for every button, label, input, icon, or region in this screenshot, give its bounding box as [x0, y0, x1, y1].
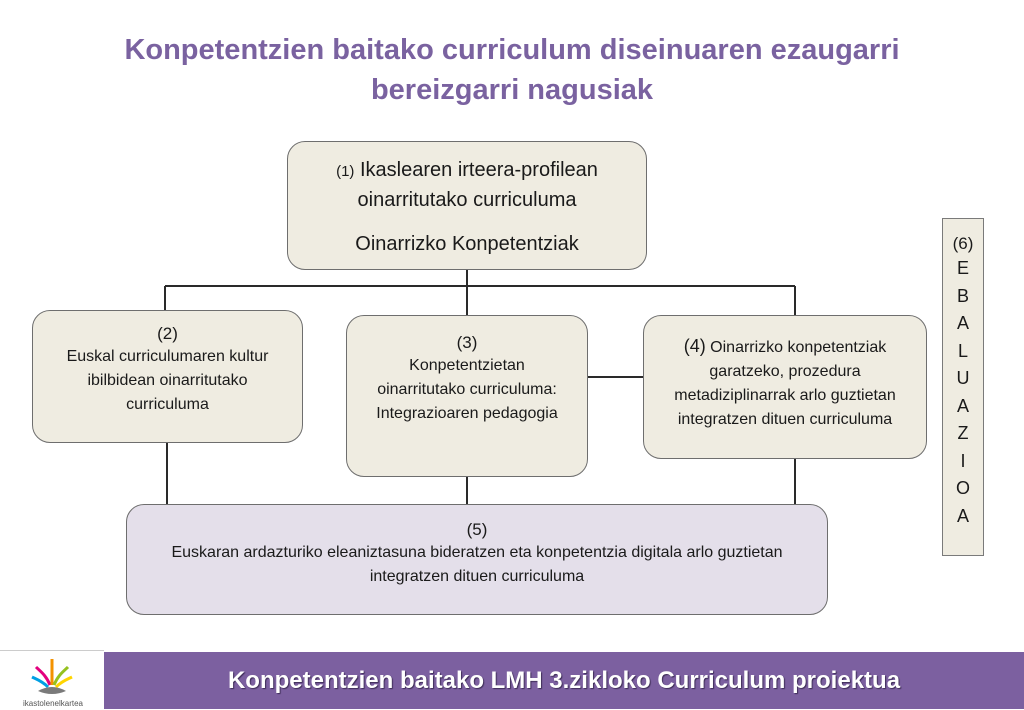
box5-number: (5) — [466, 520, 488, 539]
evaluation-letter: Z — [957, 423, 969, 443]
evaluation-letter: A — [956, 395, 969, 416]
box1-line-1: Ikaslearen irteera-profilean — [360, 159, 598, 181]
box2-line-1: Euskal curriculumaren kultur — [66, 348, 269, 365]
evaluation-letter: A — [956, 313, 969, 333]
evaluation-letters — [943, 255, 983, 530]
box3-line-3: Integrazioaren pedagogia — [376, 405, 558, 422]
footer-bar — [104, 652, 1024, 709]
footer-title: Konpetentzien baitako LMH 3.zikloko Curriculum proiektua — [227, 666, 901, 694]
box3-line-2: oinarritutako curriculuma: — [377, 381, 557, 398]
evaluation-number: (6) — [952, 234, 974, 253]
evaluation-column — [942, 218, 984, 556]
box1-line-2: oinarritutako curriculuma — [357, 189, 577, 211]
evaluation-letter: B — [956, 285, 969, 306]
box2-line-2: ibilbidean oinarritutako — [87, 372, 248, 389]
box3-line-1: Konpetentzietan — [409, 357, 525, 374]
box-cultural-curriculum — [32, 310, 303, 443]
box4-line-4: integratzen dituen curriculuma — [677, 411, 893, 428]
box1-line-3: Oinarrizko Konpetentziak — [355, 233, 579, 255]
box4-line-3: metadiziplinarrak arlo guztietan — [674, 387, 896, 404]
box4-number: (4) — [683, 336, 706, 356]
evaluation-letter: I — [960, 450, 966, 471]
logo-flower-icon — [0, 651, 104, 701]
evaluation-letter: U — [956, 368, 970, 388]
ikastolen-elkartea-logo — [0, 650, 104, 710]
box5-line-2: integratzen dituen curriculuma — [369, 568, 585, 585]
box-exit-profile-curriculum — [287, 141, 647, 270]
box5-line-1: Euskaran ardazturiko eleaniztasuna bideratzen eta konpetentzia digitala arlo guztietan — [171, 544, 783, 561]
box4-line-1: Oinarrizko konpetentziak — [710, 339, 887, 356]
logo-text: ikastolenelkartea — [22, 699, 84, 708]
evaluation-letter: A — [956, 505, 969, 526]
box4-line-2: garatzeko, prozedura — [709, 363, 861, 380]
box-multilingualism-curriculum — [126, 504, 828, 615]
title-line-1: Konpetentzien baitako curriculum diseinuaren ezaugarri — [124, 34, 900, 66]
box2-number: (2) — [157, 324, 178, 343]
box-metadisciplinary-curriculum — [643, 315, 927, 459]
title-line-2: bereizgarri nagusiak — [370, 74, 654, 106]
box1-number: (1) — [336, 163, 355, 180]
evaluation-letter: E — [956, 258, 969, 278]
box3-number: (3) — [456, 333, 478, 352]
evaluation-letter: O — [955, 478, 970, 498]
box2-line-3: curriculuma — [126, 396, 209, 413]
evaluation-letter: L — [957, 340, 968, 361]
box-integration-pedagogy — [346, 315, 588, 477]
